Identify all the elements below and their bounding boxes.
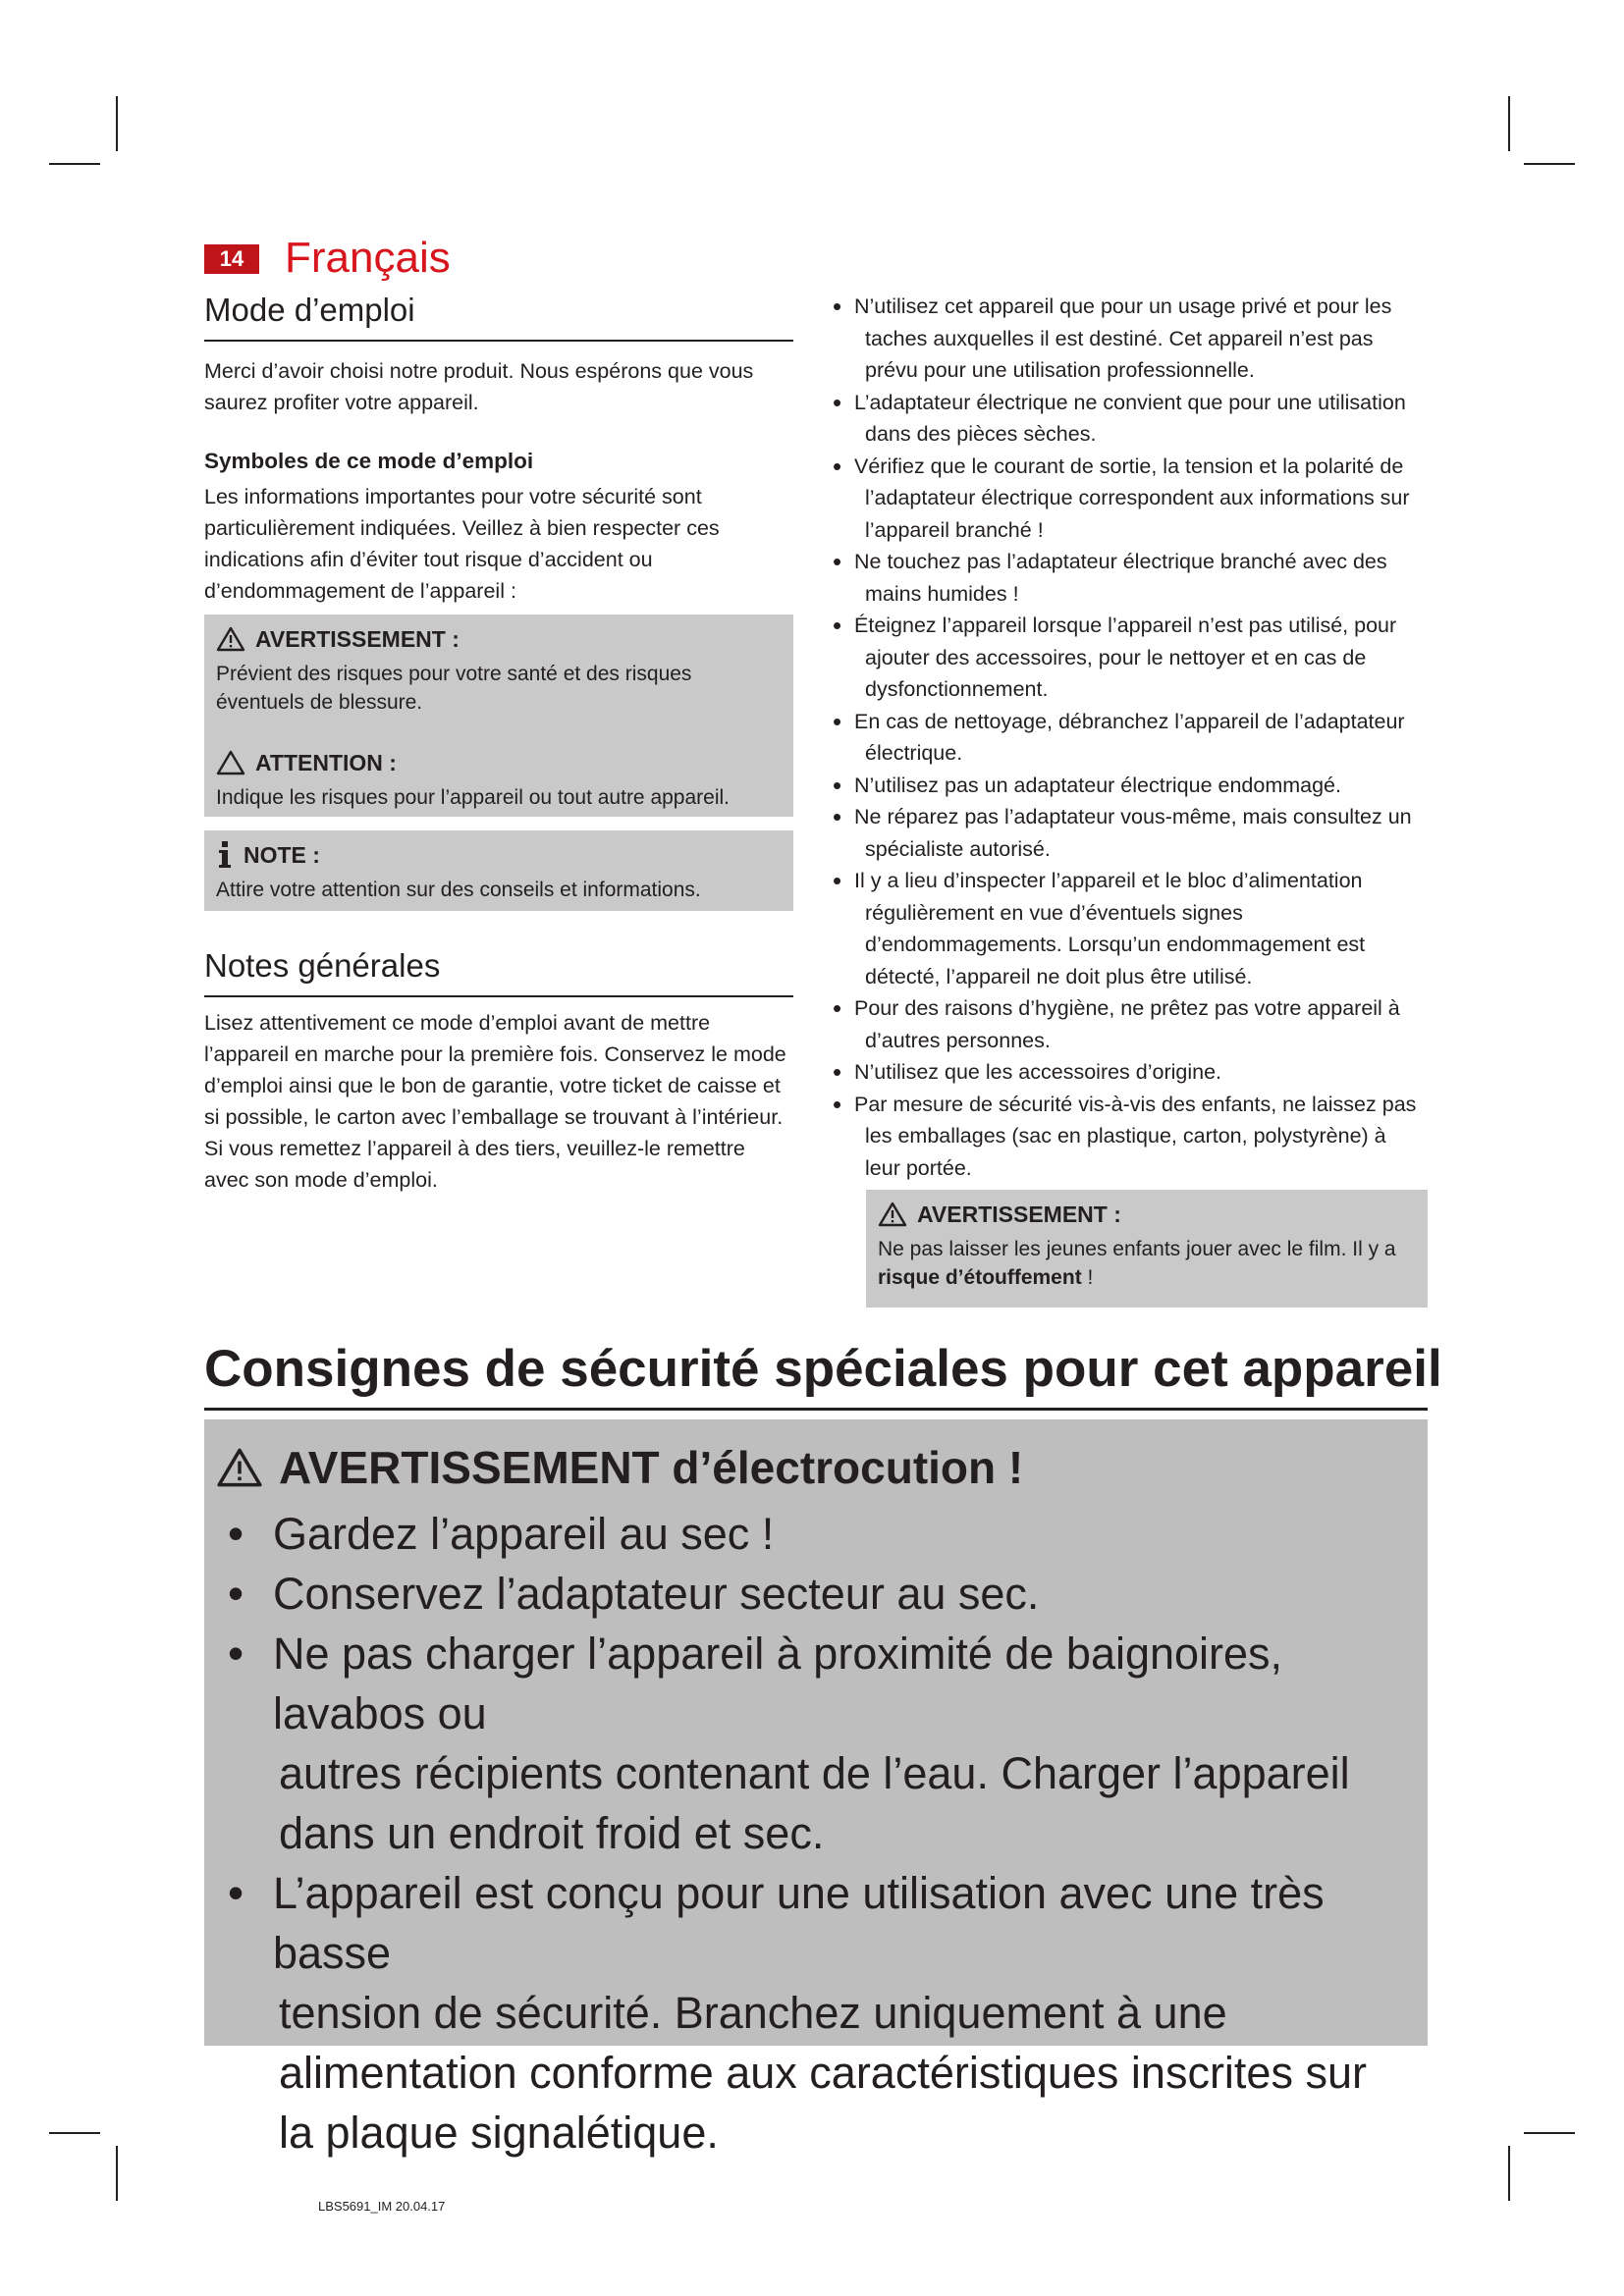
warning-label: AVERTISSEMENT : bbox=[255, 626, 460, 652]
list-item: • Ne pas charger l’appareil à proximité de baignoires, lavabos ou autres récipients contenant de l’eau. Charger l’appareil dans un endroit froid et sec. bbox=[216, 1624, 1408, 1863]
info-icon bbox=[216, 841, 234, 869]
child-warning-label: AVERTISSEMENT : bbox=[917, 1201, 1121, 1227]
note-text: Attire votre attention sur des conseils et informations. bbox=[216, 879, 701, 901]
symbols-text: Les informations importantes pour votre sécurité sont particulièrement indiquées. Veillez à bien respecter ces indications afin d’éviter tout risque d’accident ou d’endommagement de l’appareil : bbox=[204, 485, 720, 603]
attention-notice bbox=[204, 738, 793, 817]
intro-text: Merci d’avoir choisi notre produit. Nous espérons que vous saurez profiter votre appareil. bbox=[204, 359, 754, 414]
list-item: • Vérifiez que le courant de sortie, la tension et la polarité de l’adaptateur électrique correspondent aux informations sur l’appareil branché ! bbox=[833, 451, 1422, 547]
crop-mark bbox=[1508, 2146, 1510, 2201]
list-item: • L’adaptateur électrique ne convient que pour une utilisation dans des pièces sèches. bbox=[833, 387, 1422, 451]
list-item: • Éteignez l’appareil lorsque l’appareil n’est pas utilisé, pour ajouter des accessoires, pour le nettoyer et en cas de dysfonctionnement. bbox=[833, 610, 1422, 706]
note-label: NOTE : bbox=[244, 842, 320, 868]
language-title: Français bbox=[285, 234, 451, 282]
crop-mark bbox=[49, 163, 100, 165]
list-item: • Gardez l’appareil au sec ! bbox=[216, 1504, 1408, 1564]
electrocution-list bbox=[216, 1504, 1408, 2163]
electrocution-warning-title: AVERTISSEMENT d’électrocution ! bbox=[279, 1442, 1024, 1493]
list-item: • N’utilisez cet appareil que pour un usage privé et pour les taches auxquelles il est destiné. Cet appareil n’est pas prévu pour une utilisation professionnelle. bbox=[833, 291, 1422, 387]
note-notice bbox=[204, 830, 793, 911]
list-item: • Il y a lieu d’inspecter l’appareil et le bloc d’alimentation régulièrement en vue d’éventuels signes d’endommagements. Lorsqu’un endommagement est détecté, l’appareil ne doit plus être utilisé. bbox=[833, 865, 1422, 992]
caution-triangle-icon bbox=[216, 750, 245, 775]
warning-notice bbox=[204, 614, 793, 740]
electrocution-warning-box bbox=[204, 1419, 1428, 2158]
general-notes-title: Notes générales bbox=[204, 946, 793, 997]
crop-mark bbox=[116, 96, 118, 151]
list-item: • N’utilisez pas un adaptateur électrique endommagé. bbox=[833, 770, 1422, 802]
attention-label: ATTENTION : bbox=[255, 750, 397, 775]
safety-section-title: Consignes de sécurité spéciales pour cet appareil bbox=[204, 1337, 1428, 1411]
crop-mark bbox=[116, 2146, 118, 2201]
warning-text: Prévient des risques pour votre santé et des risques éventuels de blessure. bbox=[216, 663, 692, 714]
child-warning-notice bbox=[866, 1190, 1428, 1308]
safety-bullet-list bbox=[833, 291, 1422, 1184]
general-notes-text: Lisez attentivement ce mode d’emploi avant de mettre l’appareil en marche pour la première fois. Conservez le mode d’emploi ainsi que le bon de garantie, votre ticket de caisse et si possible, le carton avec l’emballage se trouvant à l’intérieur. Si vous remettez l’appareil à des tiers, veuillez-le remettre avec son mode d’emploi. bbox=[204, 1011, 786, 1192]
crop-mark bbox=[1524, 163, 1575, 165]
list-item: • N’utilisez que les accessoires d’origine. bbox=[833, 1056, 1422, 1089]
list-item: • Conservez l’adaptateur secteur au sec. bbox=[216, 1564, 1408, 1624]
crop-mark bbox=[1524, 2132, 1575, 2134]
crop-mark bbox=[49, 2132, 100, 2134]
warning-triangle-icon bbox=[216, 1447, 263, 1488]
list-item: • Par mesure de sécurité vis-à-vis des enfants, ne laissez pas les emballages (sac en plastique, carton, polystyrène) à leur portée. bbox=[833, 1089, 1422, 1185]
document-code: LBS5691_IM 20.04.17 bbox=[318, 2199, 446, 2214]
mode-emploi-title: Mode d’emploi bbox=[204, 291, 793, 342]
crop-mark bbox=[1508, 96, 1510, 151]
warning-triangle-icon bbox=[216, 626, 245, 652]
symbols-heading: Symboles de ce mode d’emploi bbox=[204, 449, 534, 473]
warning-triangle-icon bbox=[878, 1201, 907, 1227]
list-item: • Ne réparez pas l’adaptateur vous-même, mais consultez un spécialiste autorisé. bbox=[833, 801, 1422, 865]
list-item: • L’appareil est conçu pour une utilisation avec une très basse tension de sécurité. Branchez uniquement à une alimentation conforme aux caractéristiques inscrites sur la plaque signalétique. bbox=[216, 1863, 1408, 2163]
list-item: • En cas de nettoyage, débranchez l’appareil de l’adaptateur électrique. bbox=[833, 706, 1422, 770]
child-warning-text: Ne pas laisser les jeunes enfants jouer avec le film. Il y a risque d’étouffement ! bbox=[878, 1238, 1396, 1289]
suffocation-risk: risque d’étouffement bbox=[878, 1266, 1082, 1289]
list-item: • Ne touchez pas l’adaptateur électrique branché avec des mains humides ! bbox=[833, 546, 1422, 610]
page-number-badge: 14 bbox=[204, 244, 259, 274]
list-item: • Pour des raisons d’hygiène, ne prêtez pas votre appareil à d’autres personnes. bbox=[833, 992, 1422, 1056]
attention-text: Indique les risques pour l’appareil ou tout autre appareil. bbox=[216, 786, 731, 809]
